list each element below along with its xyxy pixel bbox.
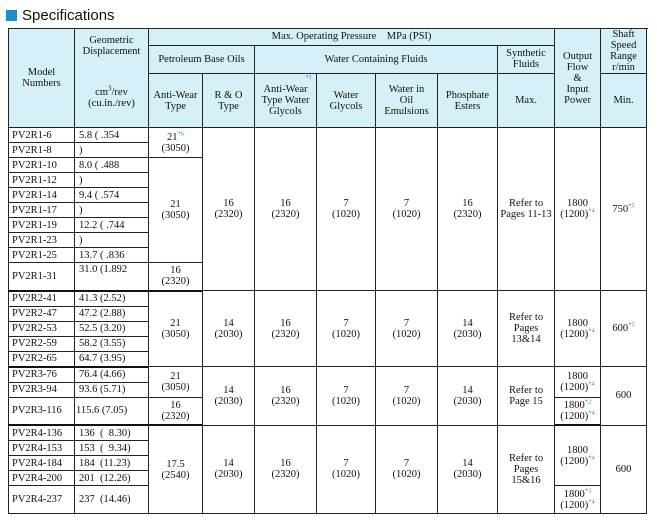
max-cell: [555, 486, 601, 514]
awwg-value: 16: [280, 198, 291, 209]
aw-psi: (2320): [161, 276, 190, 288]
awwg-value: 16: [280, 384, 291, 396]
wio-psi: (1020): [392, 395, 421, 407]
pe-psi: (2030): [453, 469, 482, 481]
pe-value: 14: [462, 458, 473, 470]
max-value: 1800: [567, 370, 589, 382]
header-min: Min.: [601, 74, 647, 128]
wio-cell: [376, 291, 438, 367]
output-line: Page 15: [509, 395, 543, 407]
header-disp-unit: [75, 57, 148, 98]
max-value: 1800: [567, 444, 589, 456]
model-cell: PV2R1-31: [9, 263, 75, 291]
wg-psi: (1020): [332, 328, 360, 340]
aw-value: 17.5: [166, 458, 185, 470]
output-line: Refer to: [508, 312, 544, 323]
header-water-glycols: Water Glycols: [317, 74, 376, 128]
model-cell: PV2R4-184: [9, 456, 75, 471]
aw-value: 16: [170, 399, 181, 411]
ro-psi: (2030): [214, 469, 243, 481]
unit-exp: 3: [108, 84, 112, 93]
ro-cell: [203, 291, 255, 367]
heading-square-icon: [6, 10, 17, 21]
disp-cell: 5.8 ( .354: [75, 128, 149, 143]
max-value: 1800: [563, 399, 585, 411]
pe-psi: (2320): [453, 209, 482, 220]
model-cell: PV2R2-41: [9, 291, 75, 307]
aw-value: 21: [170, 317, 181, 329]
model-cell: PV2R3-116: [9, 397, 75, 425]
ro-psi: (2030): [214, 328, 243, 340]
pe-cell: [438, 367, 498, 426]
max-cell: [555, 291, 601, 367]
model-cell: PV2R1-6: [9, 128, 75, 143]
model-cell: PV2R1-19: [9, 218, 75, 233]
max-sub: (1200): [560, 209, 589, 220]
disp-cell: 58.2 (3.55): [75, 336, 149, 351]
aw-value: 21: [167, 131, 178, 143]
header-anti-wear: Anti-Wear Type: [149, 74, 203, 128]
model-cell: PV2R3-76: [9, 367, 75, 383]
disp-cell: ): [75, 173, 149, 188]
max-note: *4: [588, 207, 595, 215]
ro-value: 14: [223, 384, 234, 396]
ro-cell: [203, 128, 255, 291]
table-row: [9, 291, 647, 307]
disp-cell: 13.7 ( .836: [75, 248, 149, 263]
pe-cell: [438, 128, 498, 291]
wg-cell: [317, 291, 376, 367]
section-title: Specifications: [22, 6, 115, 24]
aw-water-glycols-label: Anti-Wear Type Water Glycols: [261, 84, 310, 117]
model-cell: PV2R4-136: [9, 425, 75, 441]
disp-cell: 64.7 (3.95): [75, 351, 149, 367]
max-sub: (1200): [560, 499, 589, 511]
awwg-psi: (2320): [271, 469, 300, 481]
wio-cell: [376, 128, 438, 291]
aw-psi: (3050): [161, 328, 190, 340]
wio-psi: (1020): [392, 469, 421, 481]
header-disp-unit-imperial: (cu.in./rev): [88, 98, 135, 109]
max-note: *4: [588, 498, 595, 505]
wio-cell: [376, 367, 438, 426]
wg-psi: (1020): [332, 209, 360, 220]
disp-cell: ): [75, 203, 149, 218]
output-cell: [498, 425, 555, 514]
header-shaft-speed: Shaft Speed Range r/min: [601, 29, 647, 74]
output-cell: [498, 291, 555, 367]
min-note: *5: [628, 321, 635, 329]
awwg-cell: [255, 128, 317, 291]
max-note: *3: [584, 487, 592, 494]
model-cell: PV2R4-200: [9, 471, 75, 486]
pe-psi: (2030): [453, 328, 482, 340]
model-cell: PV2R1-23: [9, 233, 75, 248]
wio-value: 7: [403, 384, 410, 396]
awwg-psi: (2320): [271, 395, 300, 407]
max-note: *2: [584, 398, 592, 406]
model-cell: PV2R4-153: [9, 441, 75, 456]
awwg-psi: (2320): [271, 209, 300, 220]
aw-psi: (2540): [161, 469, 190, 481]
disp-cell: 52.5 (3.20): [75, 321, 149, 336]
disp-cell: 184 (11.23): [75, 456, 149, 471]
output-line: 13&14: [511, 334, 541, 345]
max-value: 1800: [567, 317, 589, 329]
header-water-fluids: Water Containing Fluids: [255, 45, 498, 73]
aw-cell: [149, 291, 203, 367]
header-geometric: [75, 29, 149, 128]
pe-value: 14: [462, 317, 473, 329]
pe-cell: [438, 425, 498, 514]
aw-psi: (3050): [161, 210, 190, 221]
pe-value: 14: [462, 384, 473, 396]
model-cell: PV2R2-59: [9, 336, 75, 351]
max-cell: [555, 128, 601, 291]
ro-value: 16: [223, 198, 234, 209]
wio-cell: [376, 425, 438, 514]
aw-cell: [149, 128, 203, 158]
max-cell: [555, 367, 601, 398]
max-note: *4: [588, 454, 595, 461]
ro-cell: [203, 425, 255, 514]
aw-note: *6: [177, 130, 184, 137]
min-cell: [601, 128, 647, 291]
wg-value: 7: [343, 384, 349, 396]
wg-value: 7: [343, 198, 349, 209]
min-cell: [601, 291, 647, 367]
aw-value: 21: [170, 199, 181, 210]
ro-psi: (2320): [214, 209, 243, 220]
disp-cell: 9.4 ( .574: [75, 188, 149, 203]
max-sub: (1200): [560, 410, 589, 422]
ro-psi: (2030): [214, 395, 243, 407]
model-cell: PV2R1-12: [9, 173, 75, 188]
disp-cell: 153 ( 9.34): [75, 441, 149, 456]
min-cell: 600: [601, 367, 647, 426]
aw-cell: [149, 263, 203, 291]
header-r-o: R & O Type: [203, 74, 255, 128]
min-cell: 600: [601, 425, 647, 514]
disp-cell: 47.2 (2.88): [75, 306, 149, 321]
disp-cell: 201 (12.26): [75, 471, 149, 486]
unit-rev: /rev: [111, 87, 128, 98]
wg-value: 7: [343, 317, 349, 329]
model-cell: PV2R1-10: [9, 158, 75, 173]
header-petroleum: Petroleum Base Oils: [149, 45, 255, 73]
awwg-cell: [255, 367, 317, 426]
model-cell: PV2R1-14: [9, 188, 75, 203]
wio-value: 7: [403, 317, 410, 329]
aw-psi: (3050): [161, 381, 190, 393]
wg-cell: [317, 367, 376, 426]
header-geometric-label: Geometric Displacement: [82, 35, 141, 57]
unit-cm: cm: [95, 87, 108, 98]
pe-cell: [438, 291, 498, 367]
header-output: Output Flow & Input Power: [555, 29, 601, 128]
aw-cell: [149, 397, 203, 425]
table-row: [9, 367, 647, 383]
disp-cell: 136 ( 8.30): [75, 425, 149, 441]
max-sub: (1200): [560, 455, 589, 467]
min-value: 600: [612, 323, 629, 334]
model-cell: PV2R2-65: [9, 351, 75, 367]
section-heading: [6, 5, 115, 25]
disp-cell: 8.0 ( .488: [75, 158, 149, 173]
pe-psi: (2030): [453, 395, 482, 407]
wio-psi: (1020): [392, 328, 421, 340]
output-line: Refer to: [508, 452, 544, 464]
wg-psi: (1020): [332, 469, 360, 481]
awwg-psi: (2320): [271, 328, 300, 340]
model-cell: PV2R1-8: [9, 143, 75, 158]
disp-cell: 31.0 (1.892: [75, 263, 149, 291]
table-row: [9, 128, 647, 143]
output-line: 15&16: [511, 474, 541, 486]
min-value: 750: [612, 203, 629, 215]
header-max: Max.: [498, 74, 555, 128]
model-cell: PV2R2-53: [9, 321, 75, 336]
awwg-value: 16: [280, 317, 291, 329]
wg-value: 7: [343, 458, 349, 470]
header-phosphate: Phosphate Esters: [438, 74, 498, 128]
wg-cell: [317, 425, 376, 514]
ro-value: 14: [223, 458, 234, 470]
max-cell: [555, 397, 601, 425]
disp-cell: ): [75, 233, 149, 248]
max-sub: (1200): [560, 328, 589, 340]
output-line: Refer to: [508, 384, 544, 396]
model-cell: PV2R4-237: [9, 486, 75, 514]
output-cell: Refer to Pages 11-13: [498, 128, 555, 291]
disp-cell: 237 (14.46): [75, 486, 149, 514]
disp-cell: ): [75, 143, 149, 158]
header-max-pressure: Max. Operating Pressure MPa (PSI): [149, 29, 555, 46]
aw-cell: [149, 425, 203, 514]
ro-cell: [203, 367, 255, 426]
max-sub: (1200): [560, 381, 589, 393]
aw-cell: [149, 367, 203, 398]
disp-cell: 76.4 (4.66): [75, 367, 149, 383]
disp-cell: 93.6 (5.71): [75, 382, 149, 397]
model-cell: PV2R1-17: [9, 203, 75, 218]
awwg-cell: [255, 291, 317, 367]
output-line: Pages: [513, 463, 539, 475]
header-model: Model Numbers: [9, 29, 75, 128]
disp-cell: 41.3 (2.52): [75, 291, 149, 307]
output-cell: [498, 367, 555, 426]
aw-cell: [149, 158, 203, 263]
max-cell: [555, 425, 601, 486]
wio-psi: (1020): [392, 209, 421, 220]
awwg-cell: [255, 425, 317, 514]
wg-psi: (1020): [332, 395, 360, 407]
aw-psi: (3050): [161, 142, 190, 154]
awwg-value: 16: [280, 458, 291, 470]
max-note: *4: [588, 409, 595, 417]
min-note: *5: [628, 202, 635, 209]
model-cell: PV2R2-47: [9, 306, 75, 321]
max-note: *4: [588, 380, 595, 388]
header-aw-water-glycols: *1 Anti-Wear Type Water Glycols: [255, 74, 317, 128]
max-value: 1800: [563, 488, 585, 500]
aw-value: 21: [170, 370, 181, 382]
wio-value: 7: [403, 458, 410, 470]
aw-value: 16: [170, 265, 181, 277]
pe-value: 16: [462, 198, 473, 209]
model-cell: PV2R3-94: [9, 382, 75, 397]
disp-cell: 115.6 (7.05): [75, 397, 149, 425]
max-note: *4: [588, 327, 595, 334]
specifications-table: [8, 28, 647, 514]
wg-cell: [317, 128, 376, 291]
aw-psi: (2320): [161, 410, 190, 422]
table-row: [9, 425, 647, 441]
ro-value: 14: [223, 317, 234, 329]
header-synthetic: Synthetic Fluids: [498, 45, 555, 73]
disp-cell: 12.2 ( .744: [75, 218, 149, 233]
header-water-in-oil: Water in Oil Emulsions: [376, 74, 438, 128]
output-line: Pages: [513, 323, 539, 334]
model-cell: PV2R1-25: [9, 248, 75, 263]
max-value: 1800: [567, 198, 589, 209]
wio-value: 7: [403, 198, 410, 209]
